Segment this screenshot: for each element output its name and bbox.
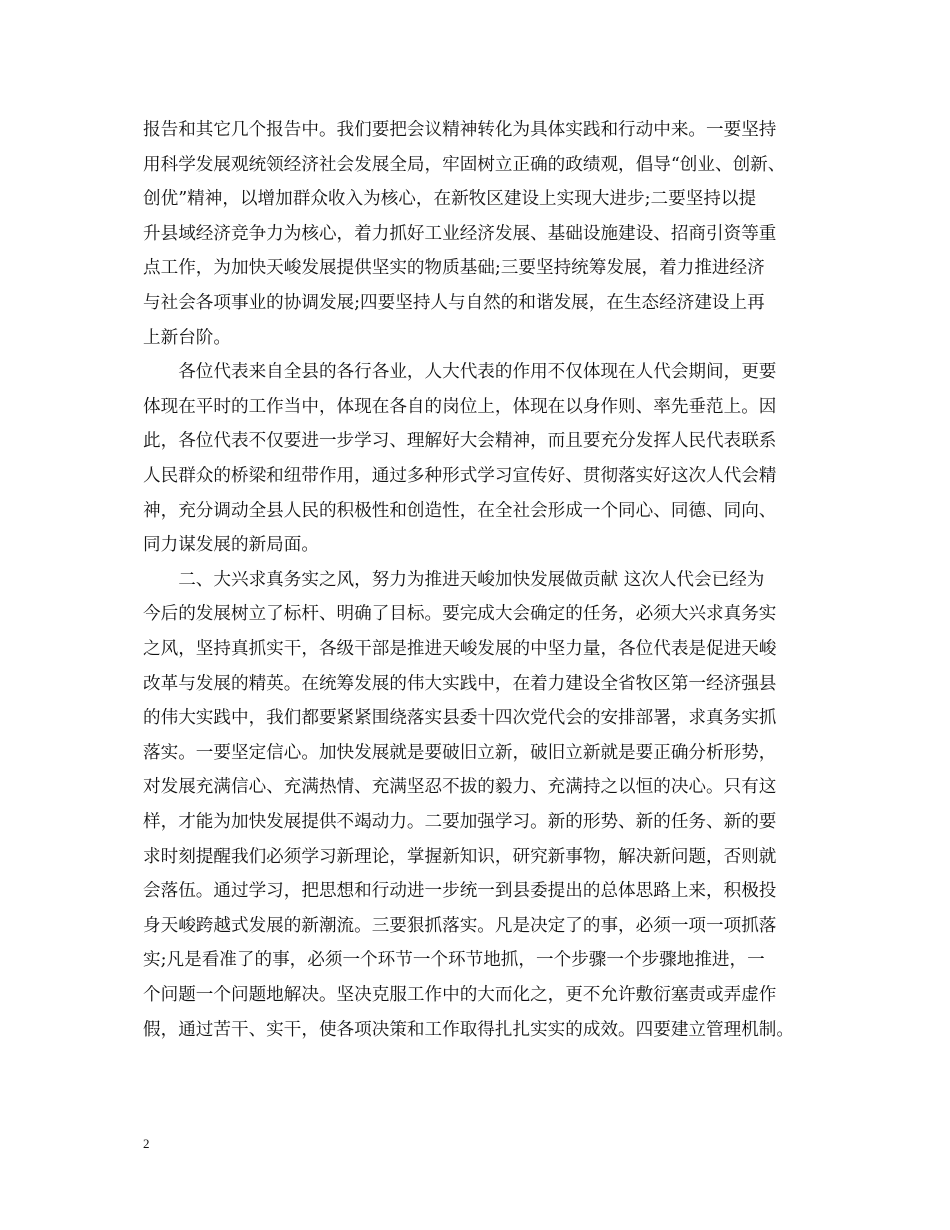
text-line: 体现在平时的工作当中，体现在各自的岗位上，体现在以身作则、率先垂范上。因 xyxy=(143,396,777,417)
text-line: 二、大兴求真务实之风，努力为推进天峻加快发展做贡献 这次人代会已经为 xyxy=(143,569,765,590)
text-line: 各位代表来自全县的各行各业，人大代表的作用不仅体现在人代会期间，更要 xyxy=(143,362,777,383)
text-line: 人民群众的桥梁和纽带作用，通过多种形式学习宣传好、贯彻落实好这次人代会精 xyxy=(143,466,777,486)
text-line: 求时刻提醒我们必须学习新理论，掌握新知识，研究新事物，解决新问题，否则就 xyxy=(143,846,777,867)
text-line: 用科学发展观统领经济社会发展全局，牢固树立正确的政绩观，倡导“创业、创新、 xyxy=(143,154,786,175)
text-line: 神，充分调动全县人民的积极性和创造性，在全社会形成一个同心、同德、同向、 xyxy=(143,500,777,521)
text-line: 升县域经济竞争力为核心，着力抓好工业经济发展、基础设施建设、招商引资等重 xyxy=(143,223,777,244)
text-line: 落实。一要坚定信心。加快发展就是要破旧立新，破旧立新就是要正确分析形势， xyxy=(143,742,777,763)
text-line: 今后的发展树立了标杆、明确了目标。要完成大会确定的任务，必须大兴求真务实 xyxy=(143,604,777,625)
text-line: 与社会各项事业的协调发展;四要坚持人与自然的和谐发展，在生态经济建设上再 xyxy=(143,293,765,313)
text-line: 样，才能为加快发展提供不竭动力。二要加强学习。新的形势、新的任务、新的要 xyxy=(143,812,777,832)
text-line: 假，通过苦干、实干，使各项决策和工作取得扎扎实实的成效。四要建立管理机制。 xyxy=(143,1019,794,1040)
text-line: 点工作，为加快天峻发展提供坚实的物质基础;三要坚持统筹发展，着力推进经济 xyxy=(143,258,765,279)
page-number: 2 xyxy=(143,1136,150,1151)
text-line: 对发展充满信心、充满热情、充满坚忍不拔的毅力、充满持之以恒的决心。只有这 xyxy=(143,777,777,798)
text-line: 身天峻跨越式发展的新潮流。三要狠抓落实。凡是决定了的事，必须一项一项抓落 xyxy=(143,915,777,936)
text-line: 的伟大实践中，我们都要紧紧围绕落实县委十四次党代会的安排部署，求真务实抓 xyxy=(143,708,777,729)
text-line: 创优”精神，以增加群众收入为核心，在新牧区建设上实现大进步;二要坚持以提 xyxy=(143,189,757,210)
text-line: 会落伍。通过学习，把思想和行动进一步统一到县委提出的总体思路上来，积极投 xyxy=(143,881,777,902)
text-line: 上新台阶。 xyxy=(143,327,231,348)
text-line: 个问题一个问题地解决。坚决克服工作中的大而化之，更不允许敷衍塞责或弄虚作 xyxy=(143,985,777,1005)
text-line: 报告和其它几个报告中。我们要把会议精神转化为具体实践和行动中来。一要坚持 xyxy=(143,120,777,140)
text-line: 之风，坚持真抓实干，各级干部是推进天峻发展的中坚力量，各位代表是促进天峻 xyxy=(143,639,777,659)
text-line: 实;凡是看准了的事，必须一个环节一个环节地抓，一个步骤一个步骤地推进，一 xyxy=(143,950,765,971)
text-line: 同力谋发展的新局面。 xyxy=(143,535,319,556)
text-line: 此，各位代表不仅要进一步学习、理解好大会精神，而且要充分发挥人民代表联系 xyxy=(143,431,777,452)
text-line: 改革与发展的精英。在统筹发展的伟大实践中，在着力建设全省牧区第一经济强县 xyxy=(143,673,777,694)
